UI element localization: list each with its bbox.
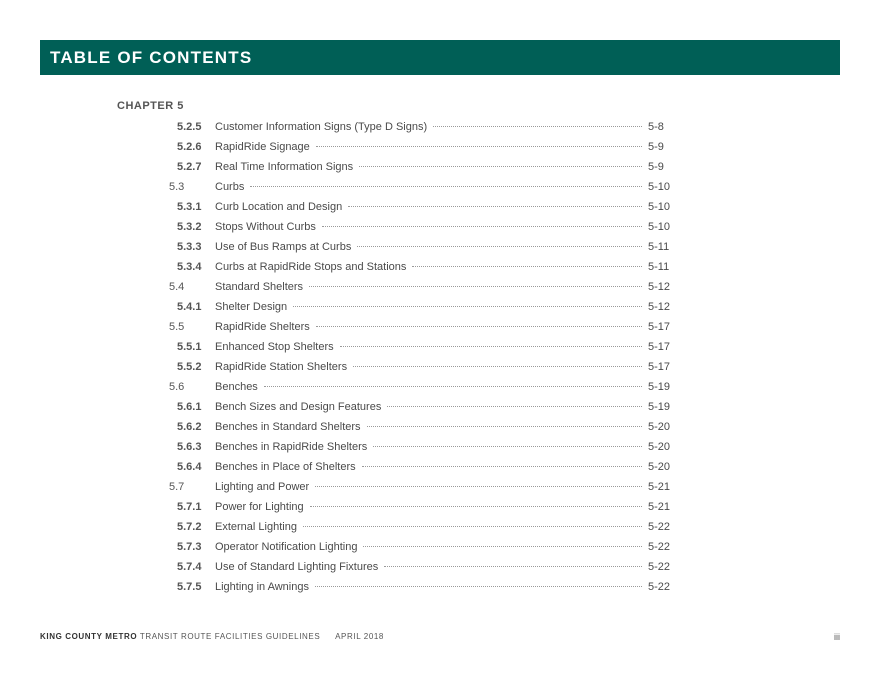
dot-leader (340, 346, 642, 347)
toc-title[interactable]: Operator Notification Lighting (215, 541, 358, 553)
toc-title[interactable]: Lighting in Awnings (215, 581, 309, 593)
toc-page-number[interactable]: 5-9 (648, 161, 664, 173)
toc-row[interactable] (0, 297, 880, 317)
toc-row[interactable] (0, 237, 880, 257)
toc-entry (215, 377, 642, 397)
toc-section-number: 5.3.1 (177, 201, 202, 213)
toc-row[interactable] (0, 217, 880, 237)
dot-leader (357, 246, 642, 247)
toc-section-number: 5.2.7 (177, 161, 202, 173)
footer-date: APRIL 2018 (335, 632, 384, 641)
page-title: TABLE OF CONTENTS (50, 48, 253, 67)
toc-title[interactable]: Stops Without Curbs (215, 221, 316, 233)
toc-section-number: 5.4.1 (177, 301, 202, 313)
dot-leader (412, 266, 642, 267)
dot-leader (315, 586, 642, 587)
toc-row[interactable] (0, 337, 880, 357)
toc-page-number[interactable]: 5-12 (648, 281, 671, 293)
toc-section-number: 5.3 (169, 181, 185, 193)
toc-entry (215, 277, 642, 297)
toc-title[interactable]: RapidRide Signage (215, 141, 310, 153)
toc-title[interactable]: RapidRide Station Shelters (215, 361, 348, 373)
toc-section-number: 5.7.4 (177, 561, 202, 573)
dot-leader (363, 546, 642, 547)
toc-entry (215, 157, 642, 177)
toc-row[interactable] (0, 557, 880, 577)
toc-title[interactable]: Lighting and Power (215, 481, 310, 493)
dot-leader (387, 406, 642, 407)
toc-entry (215, 117, 642, 137)
footer-org: KING COUNTY METRO (40, 632, 138, 641)
dot-leader (250, 186, 642, 187)
toc-section-number: 5.7.2 (177, 521, 202, 533)
toc-title[interactable]: Use of Standard Lighting Fixtures (215, 561, 379, 573)
toc-row[interactable] (0, 577, 880, 597)
toc-entry (215, 577, 642, 597)
toc-entry (215, 457, 642, 477)
toc-row[interactable] (0, 377, 880, 397)
toc-title[interactable]: Curbs at RapidRide Stops and Stations (215, 261, 407, 273)
toc-section-number: 5.3.2 (177, 221, 202, 233)
toc-page-number[interactable]: 5-8 (648, 121, 664, 133)
toc-page-number[interactable]: 5-21 (648, 501, 671, 513)
toc-entry (215, 237, 642, 257)
dot-leader (384, 566, 642, 567)
dot-leader (353, 366, 642, 367)
toc-entry (215, 257, 642, 277)
toc-row[interactable] (0, 457, 880, 477)
toc-row[interactable] (0, 537, 880, 557)
dot-leader (433, 126, 642, 127)
toc-section-number: 5.6 (169, 381, 185, 393)
toc-section-number: 5.5.1 (177, 341, 202, 353)
toc-page-number[interactable]: 5-10 (648, 181, 671, 193)
toc-entry (215, 217, 642, 237)
title-banner (40, 40, 840, 75)
toc-section-number: 5.3.3 (177, 241, 202, 253)
toc-entry (215, 177, 642, 197)
toc-page-number[interactable]: 5-22 (648, 521, 671, 533)
toc-title[interactable]: RapidRide Shelters (215, 321, 310, 333)
footer (40, 632, 384, 641)
toc-title[interactable]: Standard Shelters (215, 281, 304, 293)
toc-title[interactable]: External Lighting (215, 521, 297, 533)
toc-title[interactable]: Curbs (215, 181, 245, 193)
toc-page-number[interactable]: 5-22 (648, 561, 671, 573)
toc-page-number[interactable]: 5-17 (648, 361, 671, 373)
toc-entry (215, 197, 642, 217)
toc-section-number: 5.7.5 (177, 581, 202, 593)
toc-row[interactable] (0, 497, 880, 517)
toc-title[interactable]: Enhanced Stop Shelters (215, 341, 334, 353)
toc-page-number[interactable]: 5-10 (648, 201, 671, 213)
toc-section-number: 5.4 (169, 281, 185, 293)
toc-row[interactable] (0, 397, 880, 417)
toc-section-number: 5.6.3 (177, 441, 202, 453)
dot-leader (316, 326, 642, 327)
toc-entry (215, 357, 642, 377)
dot-leader (315, 486, 642, 487)
toc-entry (215, 137, 642, 157)
toc-section-number: 5.2.6 (177, 141, 202, 153)
toc-page-number[interactable]: 5-10 (648, 221, 671, 233)
toc-page-number[interactable]: 5-12 (648, 301, 671, 313)
toc-page-number[interactable]: 5-20 (648, 441, 671, 453)
toc-row[interactable] (0, 317, 880, 337)
dot-leader (373, 446, 642, 447)
table-of-contents (0, 117, 880, 597)
toc-row[interactable] (0, 137, 880, 157)
toc-row[interactable] (0, 437, 880, 457)
toc-entry (215, 497, 642, 517)
toc-section-number: 5.6.1 (177, 401, 202, 413)
toc-section-number: 5.5.2 (177, 361, 202, 373)
toc-title[interactable]: Bench Sizes and Design Features (215, 401, 382, 413)
toc-page-number[interactable]: 5-9 (648, 141, 664, 153)
toc-entry (215, 297, 642, 317)
toc-entry (215, 397, 642, 417)
toc-entry (215, 337, 642, 357)
chapter-label: CHAPTER 5 (117, 100, 184, 112)
toc-title[interactable]: Benches (215, 381, 258, 393)
toc-page-number[interactable]: 5-22 (648, 581, 671, 593)
toc-section-number: 5.7 (169, 481, 185, 493)
toc-section-number: 5.3.4 (177, 261, 202, 273)
dot-leader (309, 286, 642, 287)
toc-page-number[interactable]: 5-17 (648, 321, 671, 333)
toc-row[interactable] (0, 177, 880, 197)
toc-title[interactable]: Shelter Design (215, 301, 288, 313)
toc-page-number[interactable]: 5-22 (648, 541, 671, 553)
toc-title[interactable]: Benches in RapidRide Shelters (215, 441, 368, 453)
toc-row[interactable] (0, 357, 880, 377)
toc-title[interactable]: Power for Lighting (215, 501, 304, 513)
toc-entry (215, 517, 642, 537)
toc-title[interactable]: Curb Location and Design (215, 201, 343, 213)
toc-title[interactable]: Benches in Place of Shelters (215, 461, 356, 473)
toc-page-number[interactable]: 5-11 (648, 241, 670, 253)
toc-section-number: 5.2.5 (177, 121, 202, 133)
toc-row[interactable] (0, 517, 880, 537)
toc-row[interactable] (0, 477, 880, 497)
toc-entry (215, 437, 642, 457)
footer-doc-title: TRANSIT ROUTE FACILITIES GUIDELINES (139, 632, 321, 641)
dot-leader (362, 466, 642, 467)
toc-page-number[interactable]: 5-20 (648, 421, 671, 433)
dot-leader (303, 526, 642, 527)
toc-section-number: 5.6.2 (177, 421, 202, 433)
dot-leader (264, 386, 642, 387)
toc-title[interactable]: Benches in Standard Shelters (215, 421, 361, 433)
toc-page-number[interactable]: 5-17 (648, 341, 671, 353)
toc-page-number[interactable]: 5-19 (648, 401, 671, 413)
dot-leader (293, 306, 642, 307)
toc-title[interactable]: Customer Information Signs (Type D Signs) (215, 121, 428, 133)
toc-page-number[interactable]: 5-20 (648, 461, 671, 473)
toc-section-number: 5.7.3 (177, 541, 202, 553)
toc-entry (215, 317, 642, 337)
toc-title[interactable]: Use of Bus Ramps at Curbs (215, 241, 352, 253)
toc-page-number[interactable]: 5-21 (648, 481, 671, 493)
dot-leader (348, 206, 642, 207)
toc-page-number[interactable]: 5-19 (648, 381, 671, 393)
dot-leader (359, 166, 642, 167)
toc-section-number: 5.7.1 (177, 501, 202, 513)
toc-section-number: 5.5 (169, 321, 185, 333)
dot-leader (316, 146, 642, 147)
toc-title[interactable]: Real Time Information Signs (215, 161, 354, 173)
toc-row[interactable] (0, 157, 880, 177)
toc-entry (215, 537, 642, 557)
toc-row[interactable] (0, 197, 880, 217)
dot-leader (322, 226, 642, 227)
toc-row[interactable] (0, 277, 880, 297)
toc-entry (215, 557, 642, 577)
toc-page-number[interactable]: 5-11 (648, 261, 670, 273)
toc-entry (215, 417, 642, 437)
dot-leader (367, 426, 642, 427)
toc-row[interactable] (0, 117, 880, 137)
toc-row[interactable] (0, 257, 880, 277)
page-number: iii (834, 632, 840, 642)
toc-row[interactable] (0, 417, 880, 437)
toc-section-number: 5.6.4 (177, 461, 202, 473)
dot-leader (310, 506, 642, 507)
toc-entry (215, 477, 642, 497)
